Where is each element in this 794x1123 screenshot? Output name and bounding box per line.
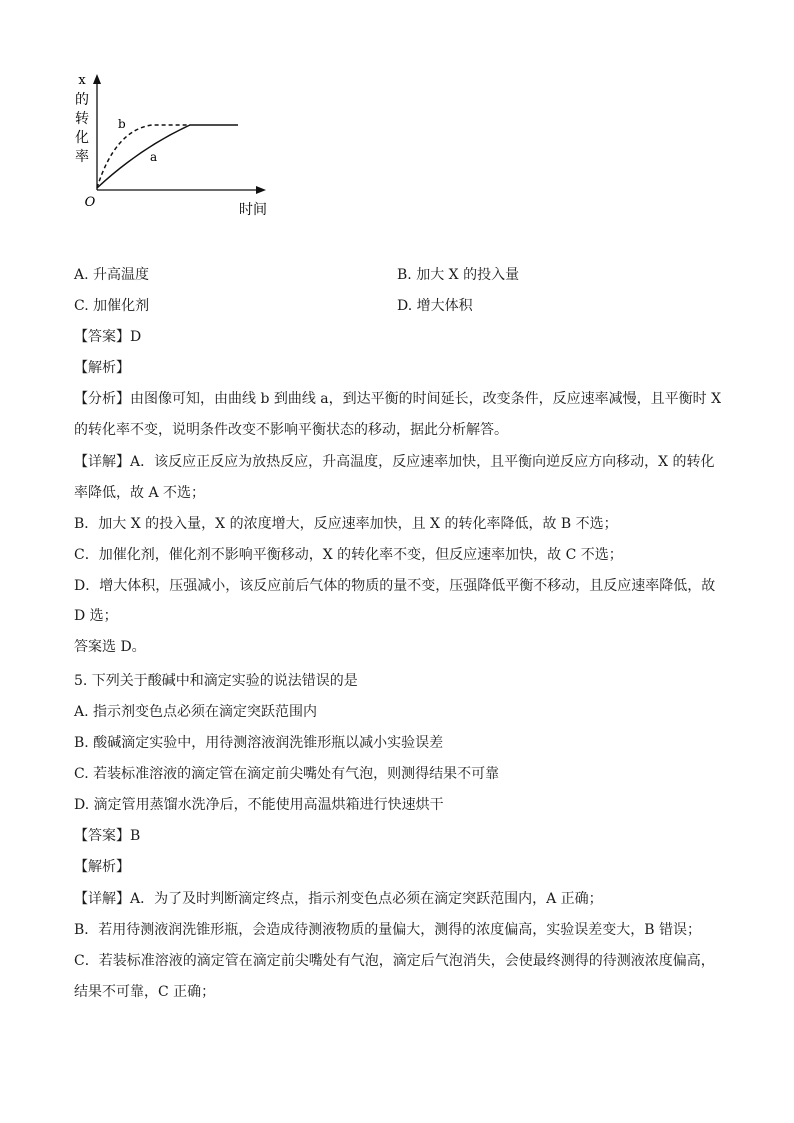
q5-option-c: C. 若装标准溶液的滴定管在滴定前尖嘴处有气泡，则测得结果不可靠	[74, 766, 500, 782]
q4-analysis-line: B．加大 X 的投入量，X 的浓度增大，反应速率加快，且 X 的转化率降低，故 B 不选；	[74, 516, 618, 532]
y-axis-label-4: 化	[75, 130, 89, 146]
q4-analysis-line: D 选；	[74, 608, 118, 624]
q4-analysis-line: D．增大体积，压强减小，该反应前后气体的物质的量不变，压强降低平衡不移动，且反应速率降低，故	[74, 578, 716, 594]
x-axis-arrow	[256, 186, 266, 194]
q4-analysis-line: 的转化率不变，说明条件改变不影响平衡状态的移动，据此分析解答。	[74, 422, 508, 438]
curve-b	[97, 125, 190, 188]
q5-option-b: B. 酸碱滴定实验中，用待测溶液润洗锥形瓶以减小实验误差	[74, 735, 444, 751]
x-axis-label: 时间	[239, 202, 267, 218]
origin-label: O	[84, 195, 96, 210]
y-axis-label-5: 率	[75, 149, 89, 165]
curve-a-label: a	[150, 150, 158, 164]
q5-analysis-line: C．若装标准溶液的滴定管在滴定前尖嘴处有气泡，滴定后气泡消失，会使最终测得的待测液浓度偏高，	[74, 953, 715, 969]
q4-option-b: B. 加大 X 的投入量	[397, 267, 520, 283]
q4-option-c: C. 加催化剂	[74, 298, 150, 314]
q4-analysis-heading: 【解析】	[74, 360, 130, 376]
q5-analysis-heading: 【解析】	[74, 859, 130, 875]
y-axis-label-3: 转	[75, 111, 89, 127]
q4-option-d: D. 增大体积	[397, 298, 473, 314]
y-axis-label-2: 的	[75, 92, 89, 108]
q4-analysis-line: 【分析】由图像可知，由曲线 b 到曲线 a，到达平衡的时间延长，改变条件，反应速率减慢，且平衡时 X	[74, 391, 722, 407]
q5-option-d: D. 滴定管用蒸馏水洗净后，不能使用高温烘箱进行快速烘干	[74, 797, 444, 813]
q5-analysis-line: 【详解】A．为了及时判断滴定终点，指示剂变色点必须在滴定突跃范围内，A 正确；	[74, 891, 603, 907]
q4-analysis-line: 【详解】A．该反应正反应为放热反应，升高温度，反应速率加快，且平衡向逆反应方向移动，X 的转化	[74, 454, 715, 470]
q4-analysis-line: 率降低，故 A 不选；	[74, 485, 206, 501]
q5-analysis-line: 结果不可靠，C 正确；	[74, 984, 216, 1000]
y-axis-arrow	[93, 74, 101, 84]
q4-analysis-line: C．加催化剂，催化剂不影响平衡移动，X 的转化率不变，但反应速率加快，故 C 不选；	[74, 547, 623, 563]
q5-stem: 5. 下列关于酸碱中和滴定实验的说法错误的是	[74, 673, 358, 689]
q4-option-a: A. 升高温度	[74, 267, 150, 283]
q4-analysis-line: 答案选 D。	[74, 639, 146, 655]
q5-analysis-line: B．若用待测液润洗锥形瓶，会造成待测液物质的量偏大，测得的浓度偏高，实验误差变大，B 错误；	[74, 922, 702, 938]
conversion-rate-graph	[60, 68, 280, 228]
q5-option-a: A. 指示剂变色点必须在滴定突跃范围内	[74, 704, 318, 720]
q4-answer: 【答案】D	[74, 329, 142, 345]
y-axis-label-1: x	[78, 73, 86, 88]
curve-a	[97, 125, 238, 188]
q5-answer: 【答案】B	[74, 828, 141, 844]
curve-b-label: b	[118, 117, 126, 131]
